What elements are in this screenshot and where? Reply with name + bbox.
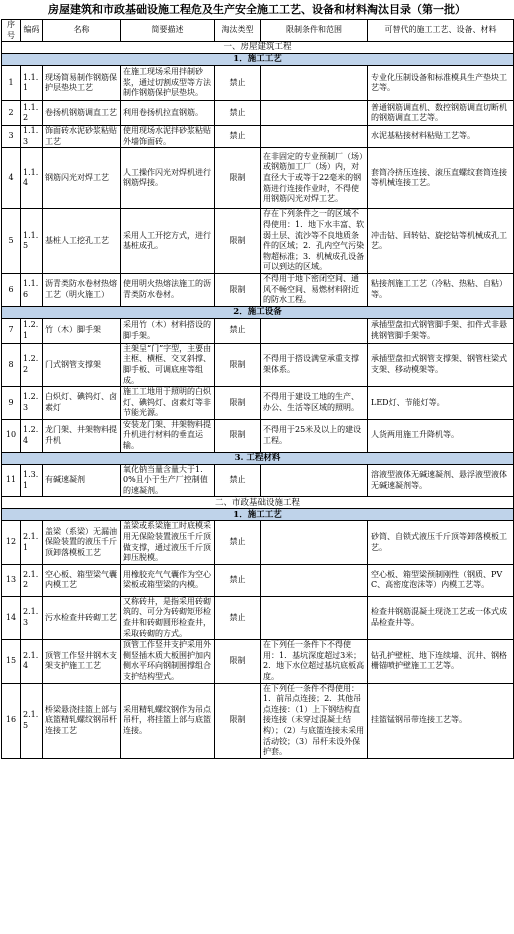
row-name: 饰面砖水泥砂浆粘贴工艺 — [43, 126, 121, 148]
row-alternative: 水泥基粘接材料粘贴工艺等。 — [368, 126, 514, 148]
group-row — [2, 54, 514, 66]
row-code: 2.1.4 — [21, 640, 43, 683]
row-alternative: 空心板、箱型梁预制刚性（钢质、PVC、高密度泡沫等）内模工艺等。 — [368, 564, 514, 596]
col-header-code: 编码 — [21, 20, 43, 42]
row-alternative: 钻孔护壁桩、地下连续墙、沉井、钢格栅锚喷护壁施工工艺等。 — [368, 640, 514, 683]
group-title: 3. 工程材料 — [2, 452, 514, 464]
row-type: 限制 — [215, 640, 261, 683]
row-number: 7 — [2, 318, 21, 343]
row-name: 盖梁（系梁）无漏油保险装置的液压千斤顶卸落模板工艺 — [43, 521, 121, 564]
row-limit — [261, 101, 368, 126]
row-alternative: 人货两用施工升降机等。 — [368, 419, 514, 452]
row-code: 1.2.4 — [21, 419, 43, 452]
row-type: 禁止 — [215, 126, 261, 148]
row-alternative: 专业化压制设备和标准模具生产垫块工艺等。 — [368, 66, 514, 101]
col-header-desc: 简要描述 — [121, 20, 215, 42]
row-description: 使用现场水泥拌砂浆粘贴外墙饰面砖。 — [121, 126, 215, 148]
row-type: 限制 — [215, 273, 261, 306]
row-description: 人工操作闪光对焊机进行钢筋焊接。 — [121, 148, 215, 209]
row-limit — [261, 66, 368, 101]
header-row — [2, 20, 514, 42]
row-type: 禁止 — [215, 318, 261, 343]
group-title: 1．施工工艺 — [2, 54, 514, 66]
row-name: 桥梁悬浇挂篮上部与底篮精轧螺纹钢吊杆连接工艺 — [43, 683, 121, 758]
row-code: 1.2.3 — [21, 387, 43, 420]
row-limit: 不得用于建设工地的生产、办公、生活等区域的照明。 — [261, 387, 368, 420]
row-code: 1.2.2 — [21, 343, 43, 386]
row-number: 6 — [2, 273, 21, 306]
table-row — [2, 126, 514, 148]
row-alternative: 冲击钻、回转钻、旋挖钻等机械成孔工艺。 — [368, 209, 514, 274]
row-alternative: 普通钢筋调直机、数控钢筋调直切断机的钢筋调直工艺等。 — [368, 101, 514, 126]
group-row — [2, 306, 514, 318]
row-code: 1.3.1 — [21, 464, 43, 497]
row-type: 禁止 — [215, 521, 261, 564]
col-header-no: 序号 — [2, 20, 21, 42]
row-name: 顶管工作竖井钢木支架支护施工工艺 — [43, 640, 121, 683]
row-code: 2.1.1 — [21, 521, 43, 564]
row-description: 又称砖井，是指采用砖砌筑的、可分为砖砌矩形检查井和砖砌圆形检查井，采取砖砌的方式。 — [121, 596, 215, 639]
row-type: 限制 — [215, 387, 261, 420]
table-row — [2, 464, 514, 497]
row-code: 1.1.6 — [21, 273, 43, 306]
row-description: 采用竹（木）材料搭设的脚手架。 — [121, 318, 215, 343]
row-description: 采用精轧螺纹钢作为吊点吊杆，将挂篮上部与底篮连接。 — [121, 683, 215, 758]
row-name: 有碱速凝剂 — [43, 464, 121, 497]
row-number: 9 — [2, 387, 21, 420]
table-row — [2, 273, 514, 306]
table-row — [2, 640, 514, 683]
row-name: 钢筋闪光对焊工艺 — [43, 148, 121, 209]
row-description: 盖梁或系梁施工时底模采用无保险装置液压千斤顶做支撑，通过液压千斤顶卸压脱模。 — [121, 521, 215, 564]
row-description: 顶管工作竖井支护采用外侧竖插木质大板围护加内侧水平环向钢制围撑组合支护结构型式。 — [121, 640, 215, 683]
row-name: 沥青类防水卷材热熔工艺（明火施工） — [43, 273, 121, 306]
row-name: 门式钢管支撑架 — [43, 343, 121, 386]
row-name: 竹（木）脚手架 — [43, 318, 121, 343]
group-title: 2．施工设备 — [2, 306, 514, 318]
row-type: 禁止 — [215, 596, 261, 639]
section-title: 一、房屋建筑工程 — [2, 42, 514, 54]
row-alternative: 检查井钢筋混凝土现浇工艺或一体式成品检查井等。 — [368, 596, 514, 639]
row-type: 限制 — [215, 419, 261, 452]
table-row — [2, 343, 514, 386]
row-description: 安装龙门架、井架物料提升机进行材料的垂直运输。 — [121, 419, 215, 452]
row-name: 污水检查井砖砌工艺 — [43, 596, 121, 639]
table-row — [2, 148, 514, 209]
table-body — [2, 42, 514, 759]
section-row — [2, 497, 514, 509]
row-code: 1.1.3 — [21, 126, 43, 148]
col-header-limit: 限制条件和范围 — [261, 20, 368, 42]
row-type: 禁止 — [215, 464, 261, 497]
row-number: 1 — [2, 66, 21, 101]
row-limit — [261, 464, 368, 497]
row-name: 空心板、箱型梁气囊内模工艺 — [43, 564, 121, 596]
row-number: 11 — [2, 464, 21, 497]
table-row — [2, 387, 514, 420]
row-name: 基桩人工挖孔工艺 — [43, 209, 121, 274]
group-row — [2, 509, 514, 521]
row-description: 在施工现场采用拌制砂浆，通过切割成型等方法制作钢筋保护层垫块。 — [121, 66, 215, 101]
row-number: 5 — [2, 209, 21, 274]
row-type: 禁止 — [215, 564, 261, 596]
row-type: 限制 — [215, 683, 261, 758]
table-row — [2, 318, 514, 343]
row-description: 施工工地用于照明的白炽灯、碘钨灯、卤素灯等非节能光源。 — [121, 387, 215, 420]
row-code: 1.1.5 — [21, 209, 43, 274]
row-code: 2.1.2 — [21, 564, 43, 596]
row-name: 卷扬机钢筋调直工艺 — [43, 101, 121, 126]
group-row — [2, 452, 514, 464]
row-limit: 在下列任一条件不得使用：1．前吊点连接；2．其他吊点连接：（1）上下钢结构直接连接（未穿过混凝土结构）；（2）与底篮连接未采用活动铰；（3）吊杆未设外保护套。 — [261, 683, 368, 758]
table-row — [2, 564, 514, 596]
row-type: 限制 — [215, 148, 261, 209]
row-number: 4 — [2, 148, 21, 209]
row-number: 13 — [2, 564, 21, 596]
row-type: 限制 — [215, 209, 261, 274]
row-code: 2.1.5 — [21, 683, 43, 758]
row-number: 8 — [2, 343, 21, 386]
row-alternative: 套筒冷挤压连接、滚压直螺纹套筒连接等机械连接工艺。 — [368, 148, 514, 209]
row-limit: 不得用于搭设满堂承重支撑架体系。 — [261, 343, 368, 386]
row-description: 使用明火热熔法施工的沥青类防水卷材。 — [121, 273, 215, 306]
row-limit — [261, 126, 368, 148]
row-limit: 在下列任一条件下不得使用：1．基坑深度超过3米；2．地下水位超过基坑底板高度。 — [261, 640, 368, 683]
row-limit — [261, 521, 368, 564]
table-row — [2, 209, 514, 274]
row-limit: 存在下列条件之一的区域不得使用：1．地下水丰富、软弱土层、流沙等不良地质条件的区域；2．孔内空气污染物超标准；3．机械成孔设备可以到达的区域。 — [261, 209, 368, 274]
row-limit: 不得用于25米及以上的建设工程。 — [261, 419, 368, 452]
row-description: 氧化钠当量含量大于1.0%且小于生产厂控制值的速凝剂。 — [121, 464, 215, 497]
row-code: 1.1.2 — [21, 101, 43, 126]
row-code: 2.1.3 — [21, 596, 43, 639]
row-alternative: LED灯、节能灯等。 — [368, 387, 514, 420]
row-limit — [261, 318, 368, 343]
table-row — [2, 596, 514, 639]
row-type: 禁止 — [215, 66, 261, 101]
group-title: 1．施工工艺 — [2, 509, 514, 521]
row-description: 采用人工开挖方式，进行基桩成孔。 — [121, 209, 215, 274]
row-limit — [261, 564, 368, 596]
row-name: 白炽灯、碘钨灯、卤素灯 — [43, 387, 121, 420]
row-code: 1.2.1 — [21, 318, 43, 343]
row-alternative: 溶液型液体无碱速凝剂、悬浮液型液体无碱速凝剂等。 — [368, 464, 514, 497]
row-number: 3 — [2, 126, 21, 148]
table-row — [2, 521, 514, 564]
catalog-table — [1, 19, 514, 759]
row-number: 10 — [2, 419, 21, 452]
col-header-alt: 可替代的施工工艺、设备、材料 — [368, 20, 514, 42]
row-alternative: 承插型盘扣式钢管脚手架、扣件式非悬挑钢管脚手架等。 — [368, 318, 514, 343]
row-number: 15 — [2, 640, 21, 683]
row-number: 14 — [2, 596, 21, 639]
table-row — [2, 66, 514, 101]
col-header-type: 淘汰类型 — [215, 20, 261, 42]
row-description: 利用卷扬机拉直钢筋。 — [121, 101, 215, 126]
row-alternative: 挂篮锰钢吊带连接工艺等。 — [368, 683, 514, 758]
table-row — [2, 101, 514, 126]
table-row — [2, 683, 514, 758]
section-row — [2, 42, 514, 54]
row-name: 龙门架、井架物料提升机 — [43, 419, 121, 452]
table-row — [2, 419, 514, 452]
row-code: 1.1.4 — [21, 148, 43, 209]
col-header-name: 名称 — [43, 20, 121, 42]
row-limit — [261, 596, 368, 639]
row-number: 12 — [2, 521, 21, 564]
row-limit: 不得用于地下密闭空间、通风不畅空间、易燃材料附近的防水工程。 — [261, 273, 368, 306]
row-alternative: 承插型盘扣式钢管支撑架、钢管柱梁式支架、移动模架等。 — [368, 343, 514, 386]
row-number: 2 — [2, 101, 21, 126]
row-number: 16 — [2, 683, 21, 758]
row-name: 现场简易制作钢筋保护层垫块工艺 — [43, 66, 121, 101]
row-alternative: 砂筒、自锁式液压千斤顶等卸落模板工艺。 — [368, 521, 514, 564]
row-type: 限制 — [215, 343, 261, 386]
row-limit: 在非固定的专业预制厂（场）或钢筋加工厂（场）内，对直径大于或等于22毫米的钢筋进行连接作业时，不得使用钢筋闪光对焊工艺。 — [261, 148, 368, 209]
row-description: 用橡胶充气气囊作为空心梁板或箱型梁的内模。 — [121, 564, 215, 596]
row-alternative: 粘接剂施工工艺（冷粘、热粘、自粘）等。 — [368, 273, 514, 306]
section-title: 二、市政基础设施工程 — [2, 497, 514, 509]
row-type: 禁止 — [215, 101, 261, 126]
row-code: 1.1.1 — [21, 66, 43, 101]
row-description: 主架呈“门”字型，主要由主框、横框、交叉斜撑、脚手板、可调底座等组成。 — [121, 343, 215, 386]
document-title: 房屋建筑和市政基础设施工程危及生产安全施工工艺、设备和材料淘汰目录（第一批） — [48, 3, 466, 16]
